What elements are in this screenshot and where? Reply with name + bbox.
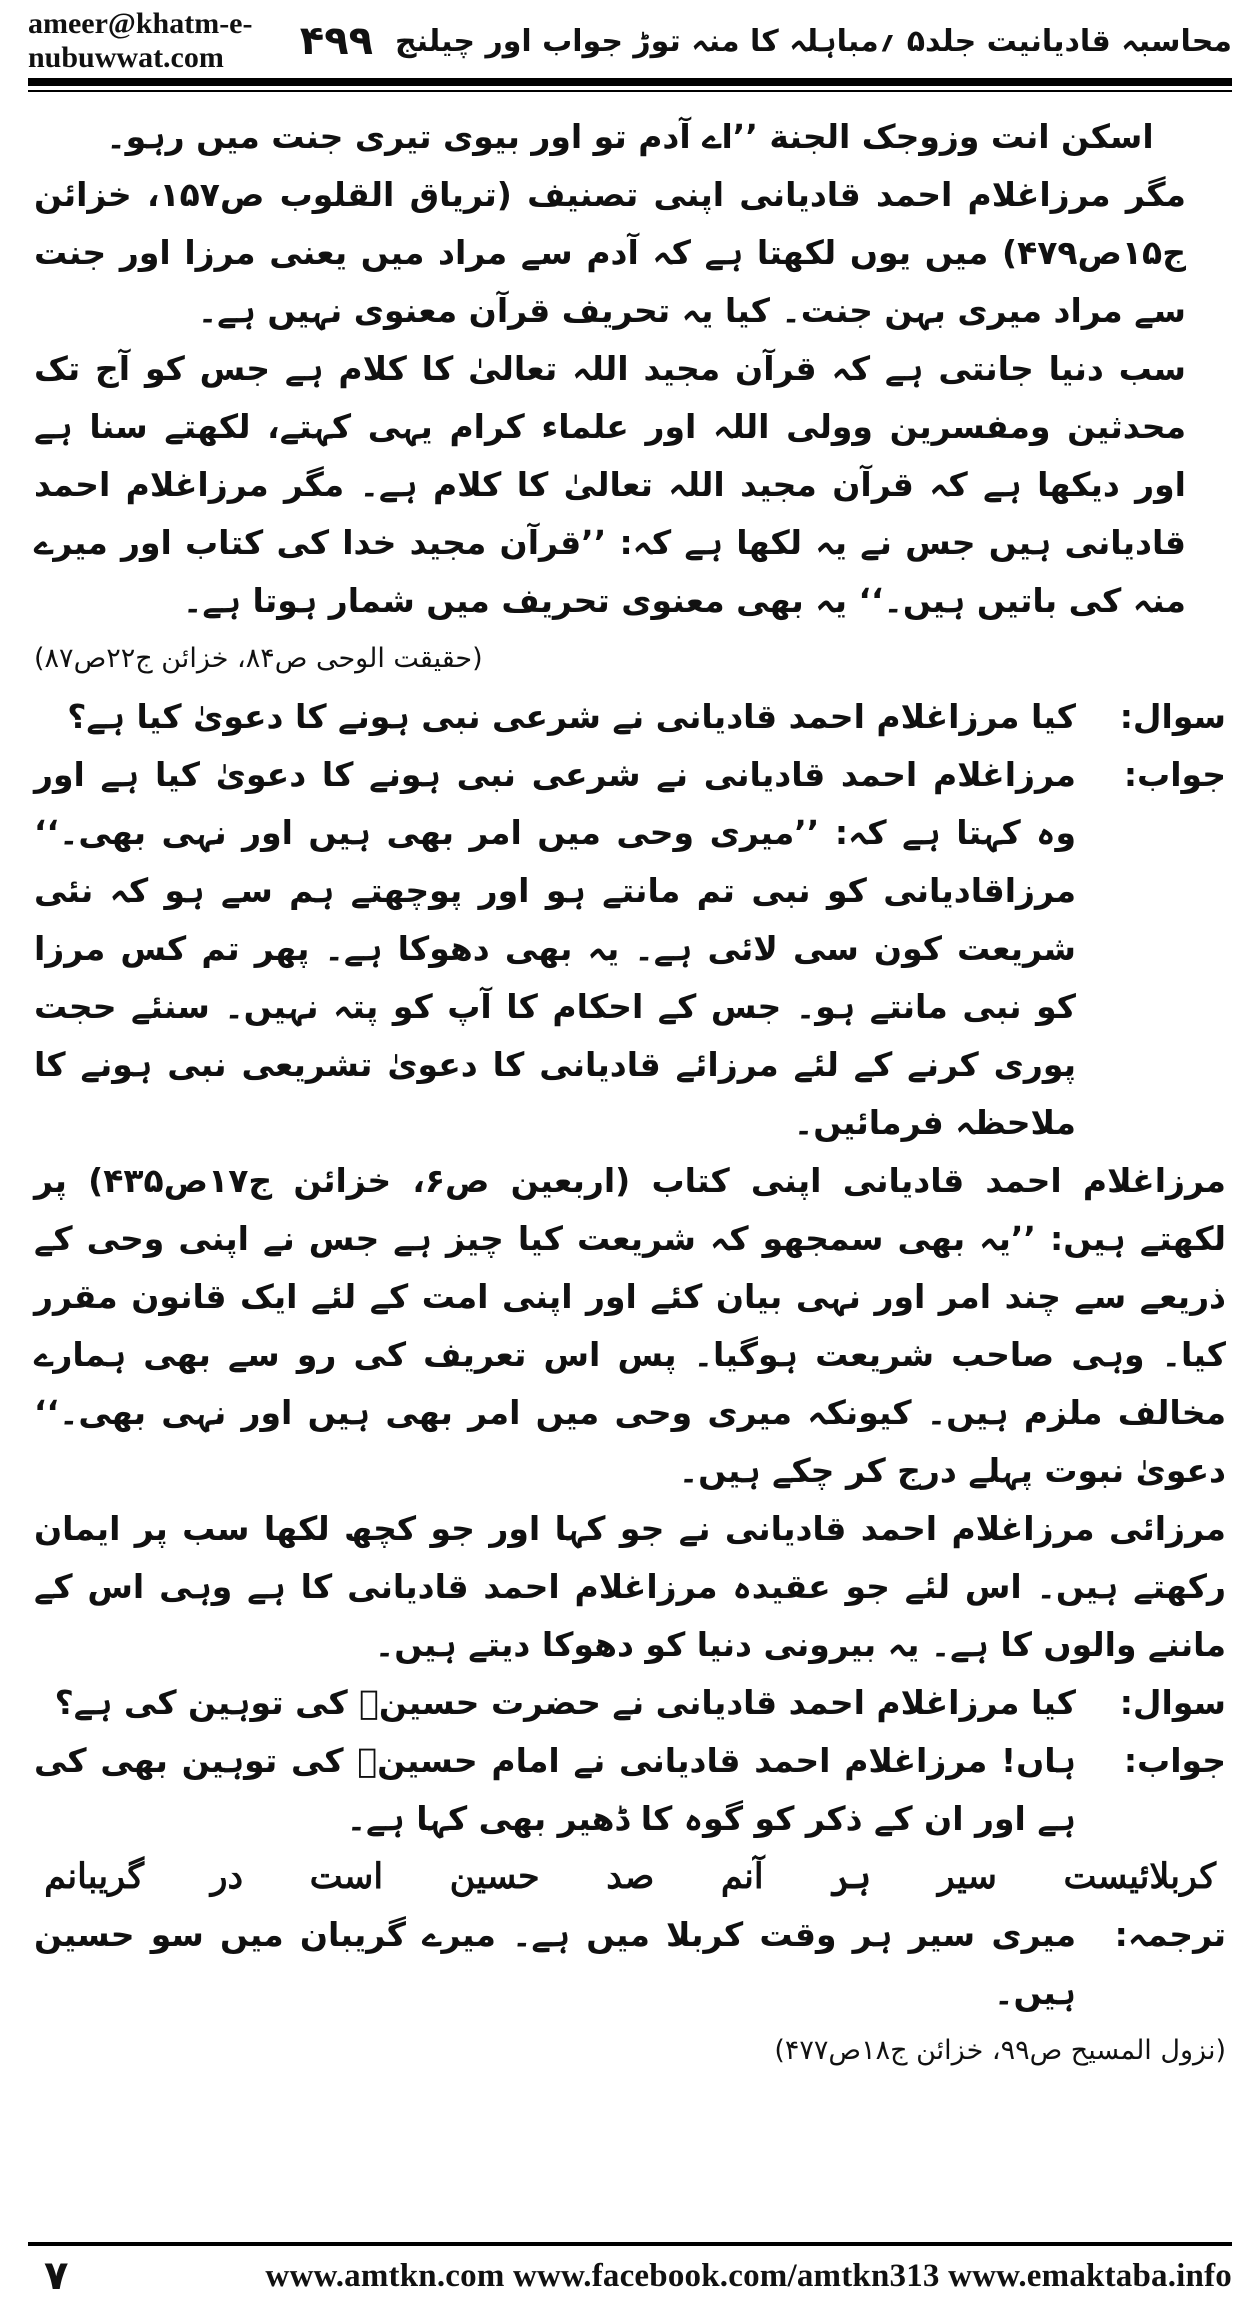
header-right [278,18,1232,64]
verse-word: است [309,1856,384,1897]
persian-verse [34,1848,1226,1906]
header-rule-thin [28,90,1232,92]
header-rule-thick [28,78,1232,86]
verse-word: در [210,1856,244,1897]
verse-word: حسین [449,1856,540,1897]
verse-word: سیر [937,1856,997,1897]
verse-word: ہر [830,1856,872,1897]
reference-nuzool-ul-masih: (نزول المسیح ص۹۹، خزائن ج۱۸ص۴۷۷) [774,2035,1226,2066]
verse-word: صد [606,1856,655,1897]
reference-haqiqat-ul-wahi: (حقیقت الوحی ص۸۴، خزائن ج۲۲ص۸۷) [34,643,483,674]
answer-1 [34,746,1226,1152]
footer-rule [28,2242,1232,2246]
paragraph-5: مرزائی مرزاغلام احمد قادیانی نے جو کہا اور جو کچھ لکھا سب پر ایمان رکھتے ہیں۔ اس لئے جو عقیدہ مرزاغلام احمد قادیانی کا ہے وہی اس کے ماننے والوں کا ہے۔ یہ بیرونی دنیا کو دھوکا دیتے ہیں۔ [34,1509,1226,1664]
header-email[interactable]: ameer@khatm-e-nubuwwat.com [28,7,253,74]
question-2-label: سوال: [1119,1683,1226,1722]
verse-word: گریبانم [44,1856,145,1897]
paragraph-2: مگر مرزاغلام احمد قادیانی اپنی تصنیف (تریاق القلوب ص۱۵۷، خزائن ج۱۵ص۴۷۹) میں یوں لکھتا ہے کہ آدم سے مراد میں یعنی مرزا اور جنت سے مراد میری بہن جنت۔ کیا یہ تحریف قرآن معنوی نہیں ہے۔ [34,175,1186,330]
verse-word: کربلائیست [1063,1856,1216,1897]
paragraph-3 [34,340,1226,630]
answer-1-text: مرزاغلام احمد قادیانی نے شرعی نبی ہونے کا دعویٰ کیا ہے اور وہ کہتا ہے کہ: ’’میری وحی میں امر بھی ہیں اور نہی بھی۔‘‘ مرزاقادیانی کو نبی تم مانتے ہو اور پوچھتے ہم سے ہو کہ نئی شریعت کون سی لائی ہے۔ یہ بھی دھوکا ہے۔ پھر تم کس مرزا کو نبی مانتے ہو۔ جس کے احکام کا آپ کو پتہ نہیں۔ سنئے حجت پوری کرنے کے لئے مرزائے قادیانی کا دعویٰ تشریعی نبی ہونے کا ملاحظہ فرمائیں۔ [34,755,1076,1142]
paragraph-1: اسکن انت وزوجک الجنة ’’اے آدم تو اور بیوی تیری جنت میں رہو۔ [106,117,1154,156]
question-1-label: سوال: [1119,697,1226,736]
answer-2 [34,1732,1226,1848]
translation-label: ترجمہ: [1114,1915,1226,1954]
translation [34,1906,1226,2022]
question-1 [34,688,1226,746]
header-left [28,7,278,75]
question-1-text: کیا مرزاغلام احمد قادیانی نے شرعی نبی ہونے کا دعویٰ کیا ہے؟ [67,697,1076,736]
page-header [28,7,1232,74]
paragraph-3-ref-line [34,630,1226,688]
answer-2-text: ہاں! مرزاغلام احمد قادیانی نے امام حسینؓ کی توہین بھی کی ہے اور ان کے ذکر کو گوہ کا ڈھیر بھی کہا ہے۔ [34,1741,1076,1838]
header-page-number: ۴۹۹ [299,18,374,64]
paragraph-4: مرزاغلام احمد قادیانی اپنی کتاب (اربعین ص۶، خزائن ج۱۷ص۴۳۵) پر لکھتے ہیں: ’’یہ بھی سمجھو کہ شریعت کیا چیز ہے جس نے اپنی وحی کے ذریعے سے چند امر اور نہی بیان کئے اور اپنی امت کے لئے ایک قانون مقرر کیا۔ وہی صاحب شریعت ہوگیا۔ پس اس تعریف کی رو سے بھی ہمارے مخالف ملزم ہیں۔ کیونکہ میری وحی میں امر بھی ہیں اور نہی بھی۔‘‘ دعویٰ نبوت پہلے درج کر چکے ہیں۔ [34,1161,1226,1490]
translation-text: میری سیر ہر وقت کربلا میں ہے۔ میرے گریبان میں سو حسین ہیں۔ [34,1915,1076,2012]
page-footer [28,2250,1232,2302]
question-2 [34,1674,1226,1732]
header-title: محاسبہ قادیانیت جلد۵ ؍مباہلہ کا منہ توڑ جواب اور چیلنج [395,23,1232,59]
verse-word: آنم [720,1856,764,1897]
footer-page-number: ۷ [44,2253,69,2299]
paragraph-3-text: سب دنیا جانتی ہے کہ قرآن مجید اللہ تعالیٰ کا کلام ہے جس کو آج تک محدثین ومفسرین وولی اللہ اور علماء کرام یہی کہتے، لکھتے سنا ہے اور دیکھا ہے کہ قرآن مجید اللہ تعالیٰ کا کلام ہے۔ مگر مرزاغلام احمد قادیانی ہیں جس نے یہ لکھا ہے کہ: ’’قرآن مجید خدا کی کتاب اور میرے منہ کی باتیں ہیں۔‘‘ یہ بھی معنوی تحریف میں شمار ہوتا ہے۔ [34,349,1186,620]
answer-1-label: جواب: [1123,755,1226,794]
page-body [34,108,1226,2170]
question-2-text: کیا مرزاغلام احمد قادیانی نے حضرت حسینؓ کی توہین کی ہے؟ [54,1683,1076,1722]
answer-2-label: جواب: [1123,1741,1226,1780]
footer-urls[interactable]: www.amtkn.com www.facebook.com/amtkn313 www.emaktaba.info [265,2257,1232,2294]
